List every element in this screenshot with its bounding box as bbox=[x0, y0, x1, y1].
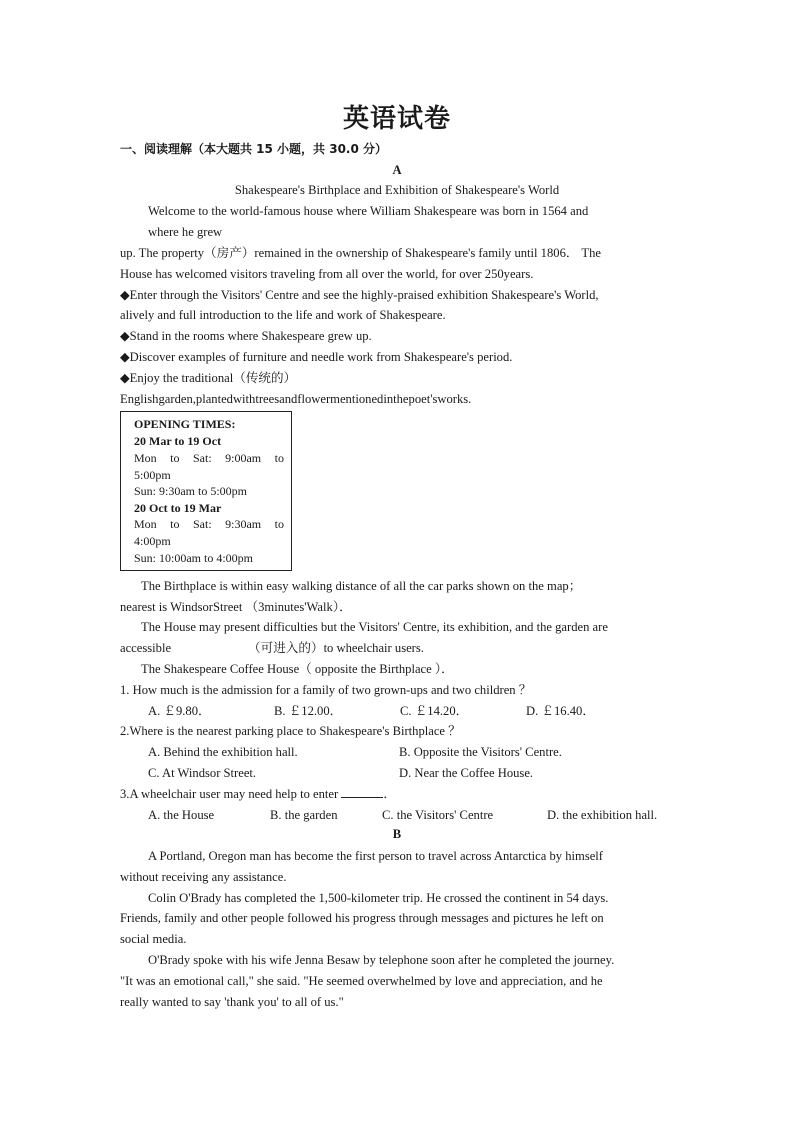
word: Sat: bbox=[192, 451, 212, 465]
question-2-option-b[interactable]: B. Opposite the Visitors' Centre. bbox=[399, 745, 562, 759]
passage-b-line-7: "It was an emotional call," she said. "He seemed overwhelmed by love and appreciation, and he bbox=[120, 974, 603, 988]
opening-summer-weekday bbox=[134, 450, 284, 466]
question-2-stem: 2.Where is the nearest parking place to Shakespeare's Birthplace ？ bbox=[120, 724, 461, 738]
passage-b-line-6: O'Brady spoke with his wife Jenna Besaw by telephone soon after he completed the journey. bbox=[148, 953, 615, 967]
word: 9:30am bbox=[225, 517, 262, 531]
passage-b-line-1: A Portland, Oregon man has become the first person to travel across Antarctica by himself bbox=[148, 849, 603, 863]
question-3-option-b[interactable]: B. the garden bbox=[270, 808, 338, 822]
question-3-option-c[interactable]: C. the Visitors' Centre bbox=[382, 808, 494, 822]
passage-b-letter: B bbox=[392, 827, 402, 841]
question-2-option-d[interactable]: D. Near the Coffee House. bbox=[399, 766, 534, 780]
passage-a-carpark-cont: nearest is WindsorStreet （3minutes'Walk）． bbox=[120, 600, 352, 614]
opening-winter-weekday bbox=[134, 516, 284, 532]
passage-a-access-cont-left: accessible bbox=[120, 641, 172, 655]
word: Mon bbox=[134, 517, 157, 531]
opening-times-heading: OPENING TIMES: bbox=[134, 417, 236, 431]
passage-a-intro-line-4: House has welcomed visitors traveling from all over the world, for over 250years. bbox=[120, 267, 534, 281]
opening-summer-sunday: Sun: 9:30am to 5:00pm bbox=[134, 484, 248, 498]
passage-a-intro-line-3: up. The property（房产）remained in the ownership of Shakespeare's family until 1806． The bbox=[120, 246, 601, 260]
passage-b-line-8: really wanted to say 'thank you' to all of us." bbox=[120, 995, 344, 1009]
word: to bbox=[274, 517, 284, 531]
question-1-option-b[interactable]: B. ￡12.00． bbox=[274, 704, 343, 718]
passage-b-line-3: Colin O'Brady has completed the 1,500-kilometer trip. He crossed the continent in 54 days. bbox=[148, 891, 609, 905]
word: Sat: bbox=[192, 517, 212, 531]
bullet-furniture: ◆Discover examples of furniture and needle work from Shakespeare's period. bbox=[120, 350, 513, 364]
opening-period-winter: 20 Oct to 19 Mar bbox=[134, 501, 222, 515]
bullet-exhibition-cont: alively and full introduction to the life and work of Shakespeare. bbox=[120, 308, 446, 322]
question-3-stem-end: ． bbox=[383, 787, 396, 801]
word: to bbox=[170, 451, 180, 465]
passage-a-heading: Shakespeare's Birthplace and Exhibition of Shakespeare's World bbox=[234, 183, 560, 197]
passage-b-line-5: social media. bbox=[120, 932, 187, 946]
word: to bbox=[274, 451, 284, 465]
opening-summer-weekday-end: 5:00pm bbox=[134, 468, 171, 482]
answer-blank bbox=[341, 786, 383, 798]
word: Mon bbox=[134, 451, 157, 465]
passage-a-access-cont-right: （可进入的）to wheelchair users. bbox=[248, 641, 424, 655]
passage-b-line-4: Friends, family and other people followed his progress through messages and pictures he left on bbox=[120, 911, 604, 925]
question-3-option-d[interactable]: D. the exhibition hall. bbox=[547, 808, 658, 822]
passage-a-letter: A bbox=[392, 163, 402, 177]
page-title: 英语试卷 bbox=[342, 104, 451, 134]
question-2-option-a[interactable]: A. Behind the exhibition hall. bbox=[148, 745, 298, 759]
question-1-option-a[interactable]: A. ￡9.80． bbox=[148, 704, 211, 718]
passage-a-intro-line-2: where he grew bbox=[148, 225, 223, 239]
opening-winter-weekday-end: 4:00pm bbox=[134, 534, 171, 548]
bullet-garden-cont: Englishgarden,plantedwithtreesandflowermentionedinthepoet'sworks. bbox=[120, 392, 472, 406]
opening-times-box bbox=[120, 411, 292, 571]
passage-a-carpark: The Birthplace is within easy walking distance of all the car parks shown on the map； bbox=[141, 579, 582, 593]
question-1-option-c[interactable]: C. ￡14.20． bbox=[400, 704, 469, 718]
passage-b-line-2: without receiving any assistance. bbox=[120, 870, 287, 884]
question-3-stem bbox=[120, 786, 396, 802]
question-1-option-d[interactable]: D. ￡16.40． bbox=[526, 704, 595, 718]
opening-winter-sunday: Sun: 10:00am to 4:00pm bbox=[134, 551, 254, 565]
word: 9:00am bbox=[225, 451, 262, 465]
bullet-exhibition: ◆Enter through the Visitors' Centre and see the highly-praised exhibition Shakespeare's World, bbox=[120, 288, 599, 302]
word: to bbox=[170, 517, 180, 531]
question-3-option-a[interactable]: A. the House bbox=[148, 808, 215, 822]
question-1-stem: 1. How much is the admission for a family of two grown-ups and two children ？ bbox=[120, 683, 532, 697]
question-2-option-c[interactable]: C. At Windsor Street. bbox=[148, 766, 257, 780]
passage-a-coffee-house: The Shakespeare Coffee House（ opposite the Birthplace ）． bbox=[141, 662, 454, 676]
passage-a-access: The House may present difficulties but the Visitors' Centre, its exhibition, and the garden are bbox=[141, 620, 608, 634]
bullet-rooms: ◆Stand in the rooms where Shakespeare grew up. bbox=[120, 329, 372, 343]
bullet-garden: ◆Enjoy the traditional（传统的） bbox=[120, 371, 297, 385]
question-3-stem-text: 3.A wheelchair user may need help to enter bbox=[120, 787, 339, 801]
passage-a-intro-line-1: Welcome to the world-famous house where William Shakespeare was born in 1564 and bbox=[148, 204, 589, 218]
section-heading: 一、阅读理解（本大题共 15 小题，共 30.0 分） bbox=[120, 142, 388, 156]
opening-period-summer: 20 Mar to 19 Oct bbox=[134, 434, 222, 448]
